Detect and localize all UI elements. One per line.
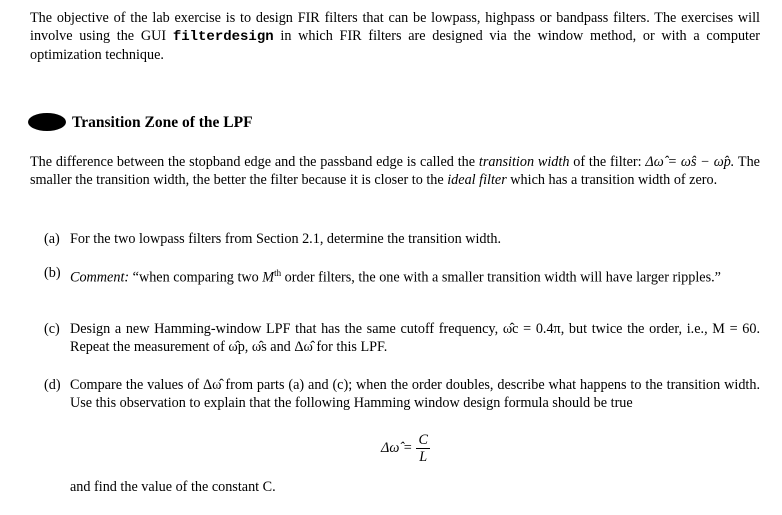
section-heading: Transition Zone of the LPF	[72, 114, 253, 131]
term-transition-width: transition width	[478, 154, 570, 170]
definition-text-3: The smaller the transition width, the better the filter because it is closer to the	[30, 154, 760, 188]
order-symbol: M	[262, 269, 275, 286]
formula-fraction	[416, 432, 429, 465]
item-a	[44, 230, 760, 248]
formula-numerator: C	[418, 432, 428, 448]
tail-sentence: and find the value of the constant C.	[70, 479, 276, 495]
formula-denominator: L	[419, 449, 428, 465]
gui-name: filterdesign	[172, 29, 274, 45]
section-bullet-icon	[28, 113, 66, 131]
item-b-text-2: order filters, the one with a smaller transition width will have larger ripples.”	[281, 269, 721, 286]
intro-text-1: The objective of the lab exercise is to design FIR filters that can be lowpass, highpass or bandpass filters. The exercises will involve using the GUI	[30, 10, 760, 44]
item-b-label: (b)	[44, 265, 61, 281]
term-ideal-filter: ideal filter	[447, 172, 507, 188]
order-superscript: th	[274, 268, 282, 278]
item-a-text: For the two lowpass filters from Section 2.1, determine the transition width.	[70, 231, 502, 247]
item-d	[44, 376, 760, 412]
definition-text-4: which has a transition width of zero.	[506, 172, 718, 188]
item-b	[44, 264, 760, 287]
intro-text-2: in which FIR filters are designed via the window method, or with a computer optimization technique.	[30, 28, 760, 63]
item-a-label: (a)	[44, 231, 60, 247]
item-b-text	[70, 264, 760, 287]
design-formula	[381, 432, 430, 465]
item-d-label: (d)	[44, 377, 61, 393]
item-c-label: (c)	[44, 321, 60, 337]
intro-paragraph	[30, 9, 760, 64]
item-d-text: Compare the values of Δω̂ from parts (a) and (c); when the order doubles, describe what happens to the transition width. Use this observation to explain that the following Hamming window design formula should be true	[70, 377, 760, 411]
item-b-text-1: “when comparing two	[129, 269, 263, 286]
transition-width-equation: Δω̂ = ω̂s − ω̂p.	[645, 154, 735, 170]
item-c-text: Design a new Hamming-window LPF that has the same cutoff frequency, ω̂c = 0.4π, but twice the order, i.e., M = 60. Repeat the measurement of ω̂p, ω̂s and Δω̂ for this LPF.	[70, 321, 760, 355]
item-c	[44, 320, 760, 356]
formula-lhs: Δω̂ =	[381, 440, 413, 456]
definition-text-1: The difference between the stopband edge and the passband edge is called the	[30, 154, 479, 170]
comment-label: Comment:	[70, 269, 130, 286]
definition-paragraph	[30, 153, 760, 189]
definition-text-2: of the filter:	[569, 154, 646, 170]
